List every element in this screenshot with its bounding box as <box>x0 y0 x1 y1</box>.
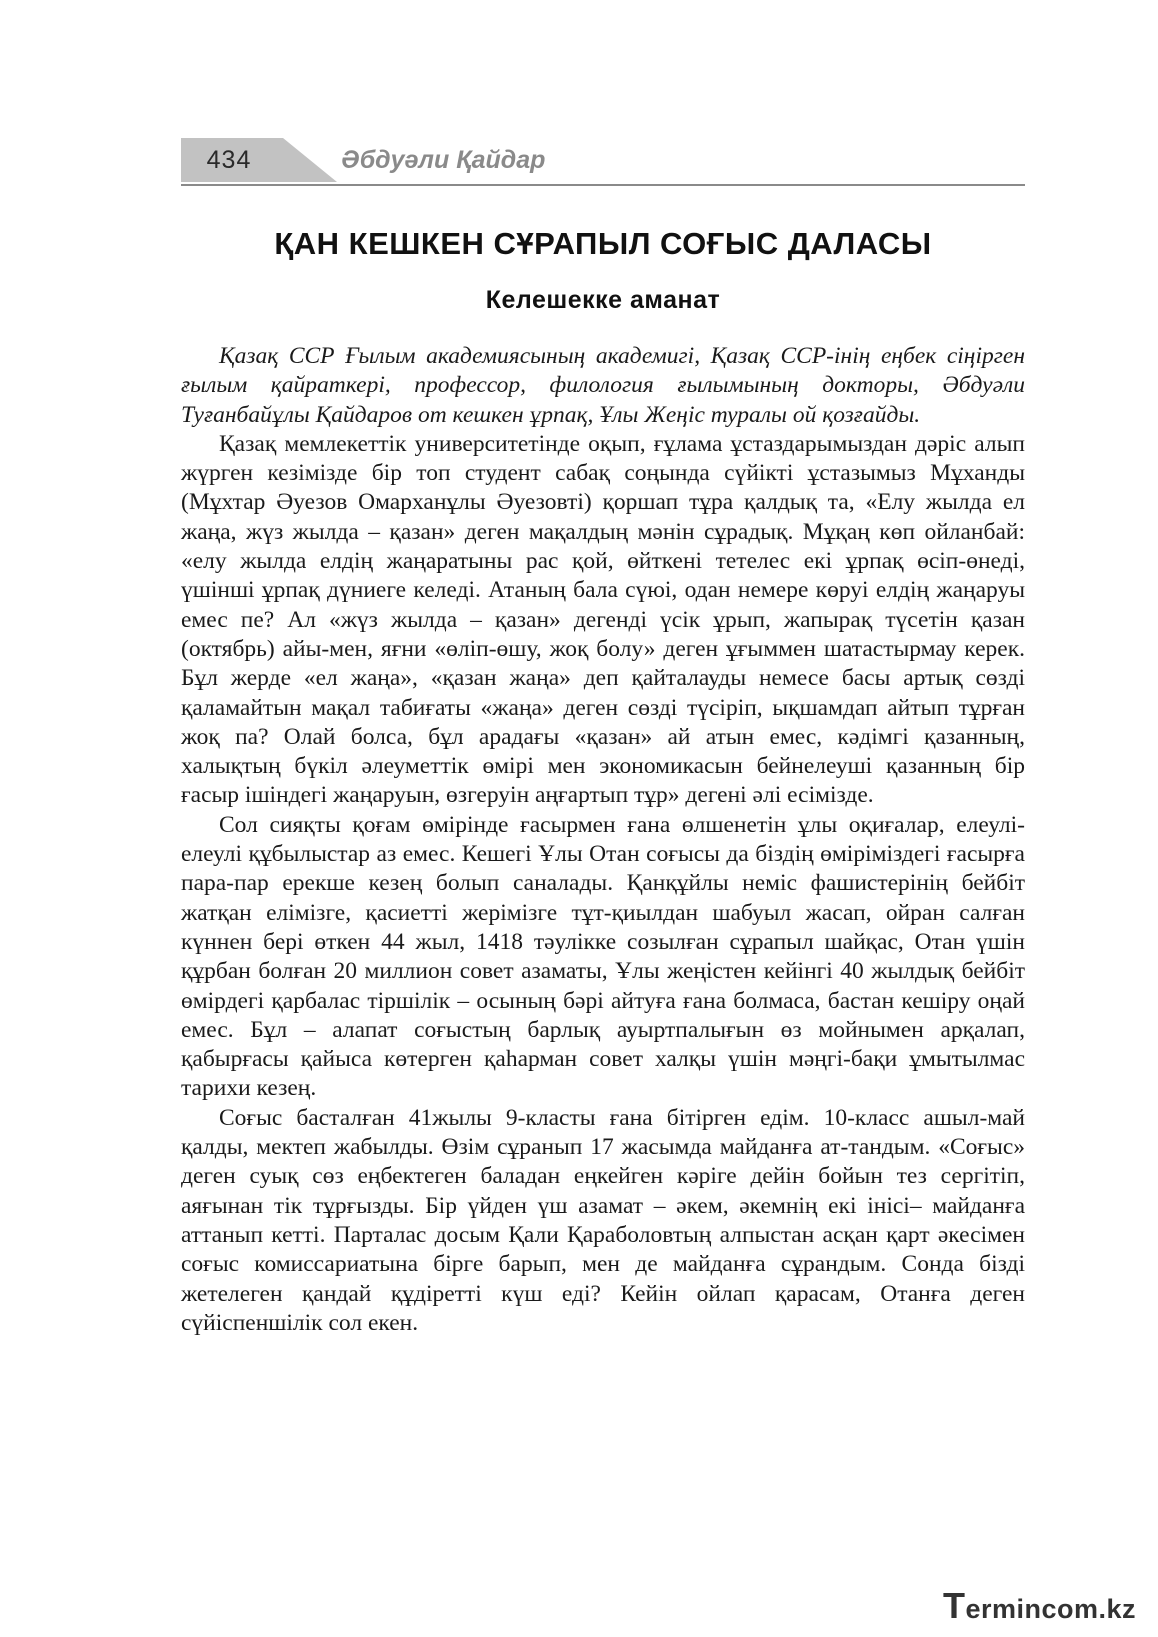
running-head: Әбдуәли Қайдар <box>341 146 546 174</box>
body-paragraph-2: Сол сияқты қоғам өмірінде ғасырмен ғана өлшенетін ұлы оқиғалар, елеулі-елеулі құбылыстар аз емес. Кешегі Ұлы Отан соғысы да біздің өміріміздегі ғасырға пара-пар ерекше кезең болып саналады. Қанқұйлы неміс фашистерінің бейбіт жатқан елімізге, қасиетті жерімізге тұт-қиылдан шабуыл жасап, ойран салған күннен бері өткен 44 жыл, 1418 тәулікке созылған сұрапыл шайқас, Отан үшін құрбан болған 20 миллион совет азаматы, Ұлы жеңістен кейінгі 40 жылдық бейбіт өмірдегі қарбалас тіршілік – осының бәрі айтуға ғана болмаса, бастан кешіру оңай емес. Бұл – алапат соғыстың барлық ауыртпалығын өз мойнымен арқалап, қабырғасы қайыса көтерген қаһарман совет халқы үшін мәңгі-бақи ұмытылмас тарихи кезең. <box>181 811 1025 1102</box>
body-paragraph-1: Қазақ мемлекеттік университетінде оқып, ғұлама ұстаздарымыздан дәріс алып жүрген кезімізде бір топ студент сабақ соңында сүйікті ұстазымыз Мұханды (Мұхтар Әуезов Омарханұлы Әуезовті) қоршап тұра қалдық та, «Елу жылда ел жаңа, жүз жылда – қазан» деген мақалдың мәнін сұрадық. Мұқаң көп ойланбай: «елу жылда елдің жаңаратыны рас қой, өйткені тетелес екі ұрпақ өсіп-өнеді, үшінші ұрпақ дүниеге келеді. Атаның бала сүюі, одан немере көруі елдің жаңаруы емес пе? Ал «жүз жылда – қазан» дегенді үсік ұрып, жапырақ түсетін қазан (октябрь) айы-мен, яғни «өліп-өшу, жоқ болу» деген ұғыммен шатастырмау керек. Бұл жерде «ел жаңа», «қазан жаңа» деп қайталауды немесе басы артық сөзді қаламайтын мақал табиғаты «жаңа» деген сөзді түсіріп, ықшамдап айтып тұрған жоқ па? Олай болса, бұл арадағы «қазан» ай атын емес, кәдімгі қазанның, халықтың бүкіл әлеуметтік өмірі мен экономикасын бейнелеуші қазанның бір ғасыр ішіндегі жаңаруын, өзгеруін аңғартып тұр» дегені әлі есімізде. <box>181 430 1025 809</box>
lead-paragraph: Қазақ ССР Ғылым академиясының академигі, Қазақ ССР-інің еңбек сіңірген ғылым қайраткері, профессор, филология ғылымының докторы, Әбдуәли Туғанбайұлы Қайдаров от кешкен ұрпақ, Ұлы Жеңіс туралы ой қозғайды. <box>181 343 1025 428</box>
watermark-logo <box>943 1585 1136 1627</box>
header-rule <box>181 184 1025 186</box>
page-number: 434 <box>181 138 277 182</box>
article-body <box>181 342 1025 1338</box>
article-title: ҚАН КЕШКЕН СҰРАПЫЛ СОҒЫС ДАЛАСЫ <box>274 226 932 261</box>
page-header <box>181 138 1025 190</box>
header-tab-wedge <box>277 138 337 182</box>
watermark-text: ermincom.kz <box>965 1594 1137 1624</box>
watermark-first-letter: T <box>943 1585 966 1626</box>
body-paragraph-3: Соғыс басталған 41жылы 9-класты ғана бітірген едім. 10-класс ашыл-май қалды, мектеп жабылды. Өзім сұранып 17 жасымда майданға ат-тандым. «Соғыс» деген суық сөз еңбектеген баладан еңкейген кәріге дейін бойын тез сергітіп, аяғынан тік тұрғызды. Бір үйден үш азамат – әкем, әкемнің екі інісі– майданға аттанып кетті. Парталас досым Қали Қараболовтың алпыстан асқан қарт әкесімен соғыс комиссариатына бірге барып, мен де майданға сұрандым. Сонда бізді жетелеген қандай құдіретті күш еді? Кейін ойлап қарасам, Отанға деген сүйіспеншілік сол екен. <box>181 1104 1025 1336</box>
article-subtitle: Келешекке аманат <box>485 286 721 314</box>
